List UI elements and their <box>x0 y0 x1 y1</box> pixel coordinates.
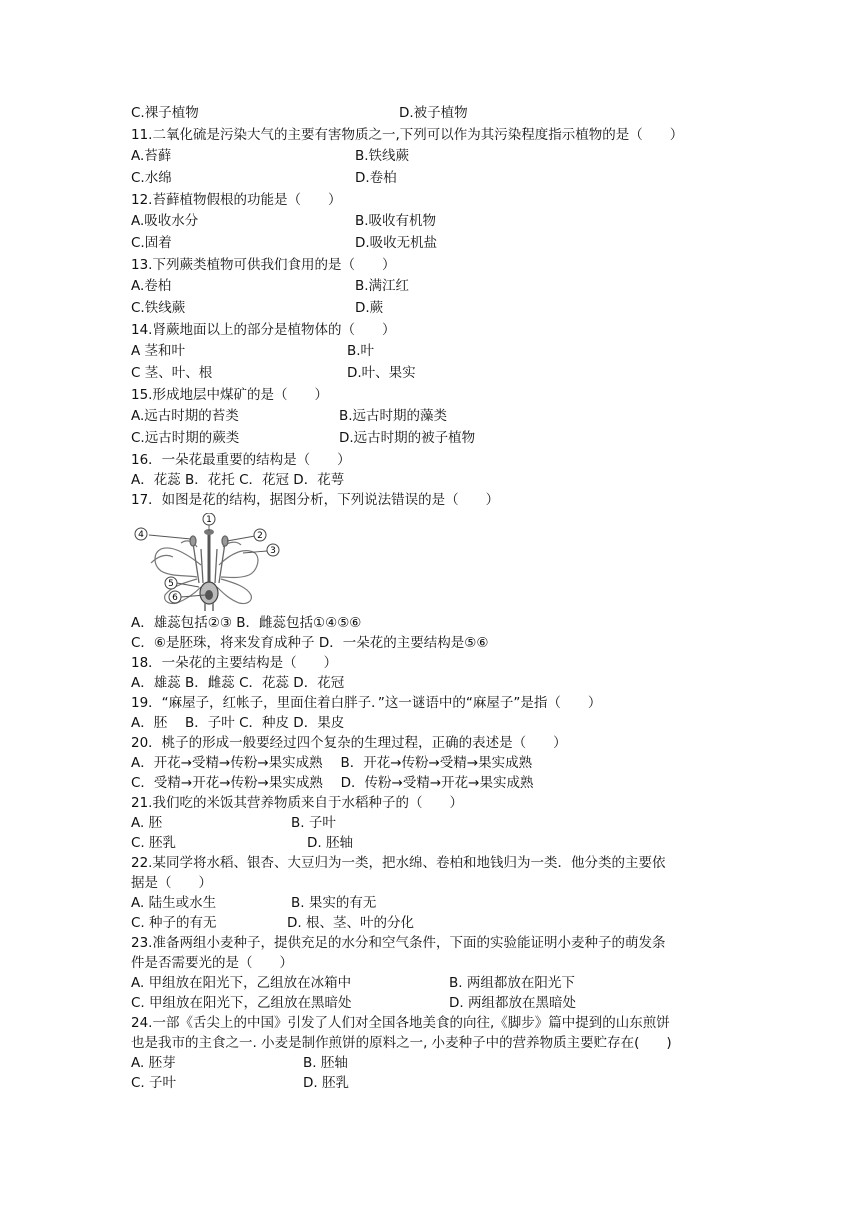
q21-option-b: B. 子叶 <box>291 815 336 831</box>
q14-options-ab <box>131 341 751 363</box>
q12-option-a: A.吸收水分 <box>131 213 199 229</box>
q22-option-a: A. 陆生或水生 <box>131 895 217 911</box>
q15-option-b: B.远古时期的藻类 <box>339 408 448 424</box>
label-5: 5 <box>168 579 174 589</box>
q10-option-d: D.被子植物 <box>399 105 468 121</box>
q24-option-c: C. 子叶 <box>131 1075 177 1091</box>
label-6: 6 <box>172 593 178 603</box>
exam-page <box>131 103 751 1093</box>
q21-option-c: C. 胚乳 <box>131 835 177 851</box>
q22-option-c: C. 种子的有无 <box>131 915 217 931</box>
q17-stem: 17．如图是花的结构，据图分析，下列说法错误的是（ ） <box>131 492 500 508</box>
q15-stem: 15.形成地层中煤矿的是（ ） <box>131 387 328 403</box>
q10-option-c: C.裸子植物 <box>131 105 199 121</box>
q13-option-c: C.铁线蕨 <box>131 300 186 316</box>
q12-stem: 12.苔藓植物假根的功能是（ ） <box>131 192 342 208</box>
q12-option-b: B.吸收有机物 <box>355 213 437 229</box>
q14-stem: 14.肾蕨地面以上的部分是植物体的（ ） <box>131 322 396 338</box>
q11-options-ab <box>131 146 751 168</box>
q15-option-a: A.远古时期的苔类 <box>131 408 239 424</box>
q23-options-ab <box>131 973 751 993</box>
q21-options-ab <box>131 813 751 833</box>
q14-option-b: B.叶 <box>347 343 375 359</box>
label-3: 3 <box>270 546 276 556</box>
q21-option-d: D. 胚轴 <box>307 835 353 851</box>
q21-option-a: A. 胚 <box>131 815 163 831</box>
q12-option-c: C.固着 <box>131 235 172 251</box>
q24-stem-line2: 也是我市的主食之一. 小麦是制作煎饼的原料之一, 小麦种子中的营养物质主要贮存在( ) <box>131 1035 672 1051</box>
q22-option-b: B. 果实的有无 <box>291 895 377 911</box>
q22-option-d: D. 根、茎、叶的分化 <box>287 915 414 931</box>
q11-option-a: A.苔藓 <box>131 148 172 164</box>
q23-options-cd <box>131 993 751 1013</box>
q18-options: A．雄蕊 B．雌蕊 C．花蕊 D．花冠 <box>131 675 345 691</box>
q11-options-cd <box>131 168 751 190</box>
q24-option-d: D. 胚乳 <box>303 1075 349 1091</box>
q22-stem-line2: 据是（ ） <box>131 875 212 891</box>
q20-options-ab: A．开花→受精→传粉→果实成熟 B．开花→传粉→受精→果实成熟 <box>131 755 533 771</box>
q22-options-cd <box>131 913 751 933</box>
q24-stem-line1: 24.一部《舌尖上的中国》引发了人们对全国各地美食的向往,《脚步》篇中提到的山东煎饼 <box>131 1015 670 1031</box>
q23-stem-line2: 件是否需要光的是（ ） <box>131 955 293 971</box>
label-4: 4 <box>138 530 144 540</box>
q12-options-cd <box>131 233 751 255</box>
q13-option-a: A.卷柏 <box>131 278 172 294</box>
q14-option-a: A 茎和叶 <box>131 343 186 359</box>
q17-options-ab: A．雄蕊包括②③ B．雌蕊包括①④⑤⑥ <box>131 615 362 631</box>
q15-options-cd <box>131 428 751 450</box>
pistil <box>200 529 218 604</box>
q23-stem-line1: 23.准备两组小麦种子，提供充足的水分和空气条件，下面的实验能证明小麦种子的萌发条 <box>131 935 666 951</box>
q15-options-ab <box>131 406 751 428</box>
q16-stem: 16．一朵花最重要的结构是（ ） <box>131 452 351 468</box>
q17-options-cd: C．⑥是胚珠，将来发育成种子 D．一朵花的主要结构是⑤⑥ <box>131 635 489 651</box>
q23-option-b: B. 两组都放在阳光下 <box>449 975 575 991</box>
q14-options-cd <box>131 363 751 385</box>
q23-option-a: A. 甲组放在阳光下，乙组放在冰箱中 <box>131 975 352 991</box>
q20-options-cd: C．受精→开花→传粉→果实成熟 D．传粉→受精→开花→果实成熟 <box>131 775 534 791</box>
q21-stem: 21.我们吃的米饭其营养物质来自于水稻种子的（ ） <box>131 795 463 811</box>
q23-option-d: D. 两组都放在黑暗处 <box>449 995 576 1011</box>
q13-options-ab <box>131 276 751 298</box>
q13-options-cd <box>131 298 751 320</box>
q14-option-d: D.叶、果实 <box>347 365 416 381</box>
q24-options-cd <box>131 1073 751 1093</box>
q10-options-cd <box>131 103 751 125</box>
q13-option-b: B.满江红 <box>355 278 410 294</box>
q15-option-c: C.远古时期的蕨类 <box>131 430 240 446</box>
q13-option-d: D.蕨 <box>355 300 384 316</box>
q24-options-ab <box>131 1053 751 1073</box>
flower-diagram-svg <box>131 513 291 613</box>
q12-options-ab <box>131 211 751 233</box>
q19-options: A．胚 B．子叶 C．种皮 D．果皮 <box>131 715 345 731</box>
q14-option-c: C 茎、叶、根 <box>131 365 213 381</box>
q23-option-c: C. 甲组放在阳光下，乙组放在黑暗处 <box>131 995 352 1011</box>
q22-stem-line1: 22.某同学将水稻、银杏、大豆归为一类，把水绵、卷柏和地钱归为一类．他分类的主要依 <box>131 855 666 871</box>
flower-structure-diagram <box>131 513 751 613</box>
q21-options-cd <box>131 833 751 853</box>
q20-stem: 20．桃子的形成一般要经过四个复杂的生理过程，正确的表述是（ ） <box>131 735 567 751</box>
q11-option-d: D.卷柏 <box>355 170 397 186</box>
q24-option-b: B. 胚轴 <box>303 1055 348 1071</box>
q18-stem: 18．一朵花的主要结构是（ ） <box>131 655 338 671</box>
q11-stem: 11.二氧化硫是污染大气的主要有害物质之一,下列可以作为其污染程度指示植物的是（ ） <box>131 127 684 143</box>
q15-option-d: D.远古时期的被子植物 <box>339 430 476 446</box>
q24-option-a: A. 胚芽 <box>131 1055 176 1071</box>
q11-option-b: B.铁线蕨 <box>355 148 410 164</box>
q11-option-c: C.水绵 <box>131 170 172 186</box>
q13-stem: 13.下列蕨类植物可供我们食用的是（ ） <box>131 257 396 273</box>
q22-options-ab <box>131 893 751 913</box>
label-2: 2 <box>257 531 263 541</box>
q16-options: A．花蕊 B．花托 C．花冠 D．花萼 <box>131 472 345 488</box>
q19-stem: 19．“麻屋子，红帐子，里面住着白胖子．”这一谜语中的“麻屋子”是指（ ） <box>131 695 602 711</box>
label-1: 1 <box>206 515 212 525</box>
q12-option-d: D.吸收无机盐 <box>355 235 438 251</box>
